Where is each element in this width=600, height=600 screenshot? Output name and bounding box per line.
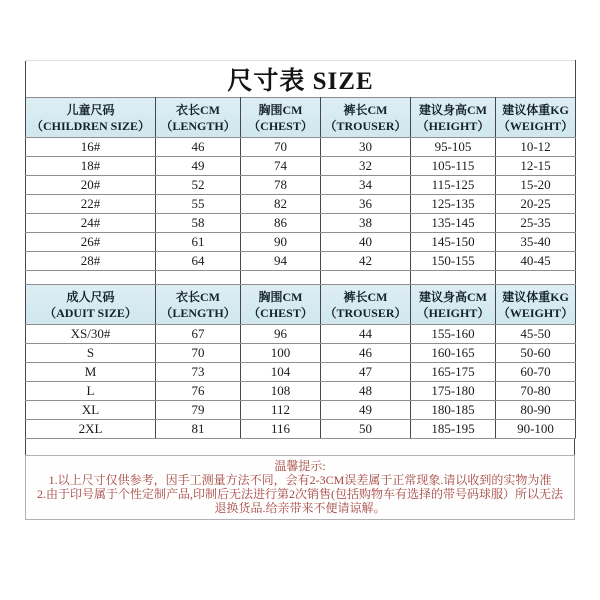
table-cell: 24# xyxy=(26,214,156,233)
column-header-cn: 衣长CM xyxy=(176,102,220,117)
table-cell: 160-165 xyxy=(411,344,496,363)
table-cell: 135-145 xyxy=(411,214,496,233)
table-cell: 100 xyxy=(241,344,321,363)
column-header-en: （LENGTH） xyxy=(160,305,236,320)
column-header-cn: 建议身高CM xyxy=(419,289,487,304)
table-cell: 64 xyxy=(156,252,241,271)
table-cell: 44 xyxy=(321,325,411,344)
table-cell: 60-70 xyxy=(496,363,576,382)
table-cell: 20-25 xyxy=(496,195,576,214)
column-header-cn: 建议体重KG xyxy=(502,289,569,304)
table-row xyxy=(26,233,576,252)
table-cell: 155-160 xyxy=(411,325,496,344)
column-header-cn: 儿童尺码 xyxy=(66,102,115,117)
table-cell: 150-155 xyxy=(411,252,496,271)
size-table xyxy=(25,60,576,439)
table-row xyxy=(26,325,576,344)
spacer-cell xyxy=(496,271,576,285)
column-header-cn: 胸围CM xyxy=(258,289,303,304)
page-title: 尺寸表 SIZE xyxy=(26,61,576,98)
table-cell: 165-175 xyxy=(411,363,496,382)
table-row xyxy=(26,382,576,401)
column-header-cn: 建议体重KG xyxy=(502,102,569,117)
notes-line: 2.由于印号属于个性定制产品,印制后无法进行第2次销售(包括购物车有选择的带号码球服）所以无法 xyxy=(37,487,563,501)
table-cell: 58 xyxy=(156,214,241,233)
table-cell: S xyxy=(26,344,156,363)
column-header-cn: 建议身高CM xyxy=(419,102,487,117)
column-header-en: （WEIGHT） xyxy=(497,118,574,133)
children-rows xyxy=(26,138,576,271)
column-header-en: （CHILDREN SIZE） xyxy=(30,118,151,133)
column-header-en: （ADUIT SIZE） xyxy=(44,305,137,320)
column-header-en: （WEIGHT） xyxy=(497,305,574,320)
table-cell: 175-180 xyxy=(411,382,496,401)
table-row xyxy=(26,420,576,439)
column-header-cn: 裤长CM xyxy=(343,289,388,304)
column-header-children-size xyxy=(26,98,156,138)
column-header-cn: 成人尺码 xyxy=(66,289,115,304)
table-cell: 28# xyxy=(26,252,156,271)
spacer-cell xyxy=(26,271,156,285)
table-cell: XL xyxy=(26,401,156,420)
notes-line: 退换货品.给亲带来不便请谅解。 xyxy=(214,501,386,515)
table-cell: 49 xyxy=(156,157,241,176)
size-chart-sheet xyxy=(25,60,575,520)
column-header-en: （TROUSER） xyxy=(324,305,407,320)
notes-heading: 温馨提示: xyxy=(274,459,326,473)
table-gap xyxy=(25,439,575,455)
table-cell: 2XL xyxy=(26,420,156,439)
table-cell: 80-90 xyxy=(496,401,576,420)
table-cell: 73 xyxy=(156,363,241,382)
column-header-cn: 胸围CM xyxy=(258,102,303,117)
table-cell: 81 xyxy=(156,420,241,439)
table-cell: 42 xyxy=(321,252,411,271)
column-header-en: （HEIGHT） xyxy=(416,118,490,133)
table-cell: 35-40 xyxy=(496,233,576,252)
table-cell: 70-80 xyxy=(496,382,576,401)
table-cell: 70 xyxy=(241,138,321,157)
table-cell: 67 xyxy=(156,325,241,344)
table-cell: 25-35 xyxy=(496,214,576,233)
table-spacer-section xyxy=(26,271,576,325)
table-cell: 22# xyxy=(26,195,156,214)
adult-rows xyxy=(26,325,576,439)
column-header-length xyxy=(156,98,241,138)
table-cell: 49 xyxy=(321,401,411,420)
column-header-trouser xyxy=(321,285,411,325)
table-cell: 45-50 xyxy=(496,325,576,344)
spacer-cell xyxy=(411,271,496,285)
table-cell: 76 xyxy=(156,382,241,401)
table-cell: 95-105 xyxy=(411,138,496,157)
table-cell: 115-125 xyxy=(411,176,496,195)
table-cell: 90 xyxy=(241,233,321,252)
table-cell: 48 xyxy=(321,382,411,401)
table-cell: XS/30# xyxy=(26,325,156,344)
children-header-row xyxy=(26,98,576,138)
column-header-chest xyxy=(241,98,321,138)
table-cell: 74 xyxy=(241,157,321,176)
title-section xyxy=(26,61,576,138)
column-header-en: （CHEST） xyxy=(248,305,313,320)
table-cell: 180-185 xyxy=(411,401,496,420)
table-cell: 125-135 xyxy=(411,195,496,214)
table-row xyxy=(26,252,576,271)
table-cell: 94 xyxy=(241,252,321,271)
table-row xyxy=(26,157,576,176)
table-cell: 46 xyxy=(321,344,411,363)
table-row xyxy=(26,344,576,363)
table-row xyxy=(26,176,576,195)
table-cell: M xyxy=(26,363,156,382)
table-row xyxy=(26,195,576,214)
table-cell: 112 xyxy=(241,401,321,420)
column-header-en: （LENGTH） xyxy=(160,118,236,133)
table-cell: 55 xyxy=(156,195,241,214)
table-cell: 30 xyxy=(321,138,411,157)
column-header-height xyxy=(411,98,496,138)
table-cell: 40 xyxy=(321,233,411,252)
table-cell: 104 xyxy=(241,363,321,382)
table-cell: 52 xyxy=(156,176,241,195)
table-cell: 70 xyxy=(156,344,241,363)
table-cell: 108 xyxy=(241,382,321,401)
spacer-row xyxy=(26,271,576,285)
notes-box xyxy=(25,455,575,520)
column-header-en: （TROUSER） xyxy=(324,118,407,133)
table-row xyxy=(26,401,576,420)
title-row xyxy=(26,61,576,98)
table-cell: 20# xyxy=(26,176,156,195)
table-cell: 61 xyxy=(156,233,241,252)
table-cell: 96 xyxy=(241,325,321,344)
table-cell: 36 xyxy=(321,195,411,214)
column-header-weight xyxy=(496,98,576,138)
table-row xyxy=(26,214,576,233)
column-header-length xyxy=(156,285,241,325)
column-header-height xyxy=(411,285,496,325)
table-cell: 32 xyxy=(321,157,411,176)
table-cell: 10-12 xyxy=(496,138,576,157)
table-cell: 105-115 xyxy=(411,157,496,176)
column-header-weight xyxy=(496,285,576,325)
table-cell: 16# xyxy=(26,138,156,157)
table-cell: 40-45 xyxy=(496,252,576,271)
table-cell: 185-195 xyxy=(411,420,496,439)
spacer-cell xyxy=(156,271,241,285)
table-cell: 82 xyxy=(241,195,321,214)
column-header-en: （CHEST） xyxy=(248,118,313,133)
table-cell: 145-150 xyxy=(411,233,496,252)
column-header-adult-size xyxy=(26,285,156,325)
table-row xyxy=(26,363,576,382)
table-cell: L xyxy=(26,382,156,401)
table-cell: 15-20 xyxy=(496,176,576,195)
spacer-cell xyxy=(241,271,321,285)
column-header-chest xyxy=(241,285,321,325)
table-row xyxy=(26,138,576,157)
table-cell: 50-60 xyxy=(496,344,576,363)
table-cell: 18# xyxy=(26,157,156,176)
table-cell: 12-15 xyxy=(496,157,576,176)
table-cell: 47 xyxy=(321,363,411,382)
table-cell: 50 xyxy=(321,420,411,439)
table-cell: 86 xyxy=(241,214,321,233)
table-cell: 79 xyxy=(156,401,241,420)
column-header-trouser xyxy=(321,98,411,138)
table-cell: 116 xyxy=(241,420,321,439)
column-header-cn: 裤长CM xyxy=(343,102,388,117)
table-cell: 34 xyxy=(321,176,411,195)
adult-header-row xyxy=(26,285,576,325)
column-header-cn: 衣长CM xyxy=(176,289,220,304)
table-cell: 38 xyxy=(321,214,411,233)
table-cell: 90-100 xyxy=(496,420,576,439)
notes-line: 1.以上尺寸仅供参考，因手工测量方法不同，会有2-3CM误差属于正常现象.请以收到的实物为准 xyxy=(48,473,552,487)
spacer-cell xyxy=(321,271,411,285)
column-header-en: （HEIGHT） xyxy=(416,305,490,320)
table-cell: 46 xyxy=(156,138,241,157)
table-cell: 26# xyxy=(26,233,156,252)
table-cell: 78 xyxy=(241,176,321,195)
